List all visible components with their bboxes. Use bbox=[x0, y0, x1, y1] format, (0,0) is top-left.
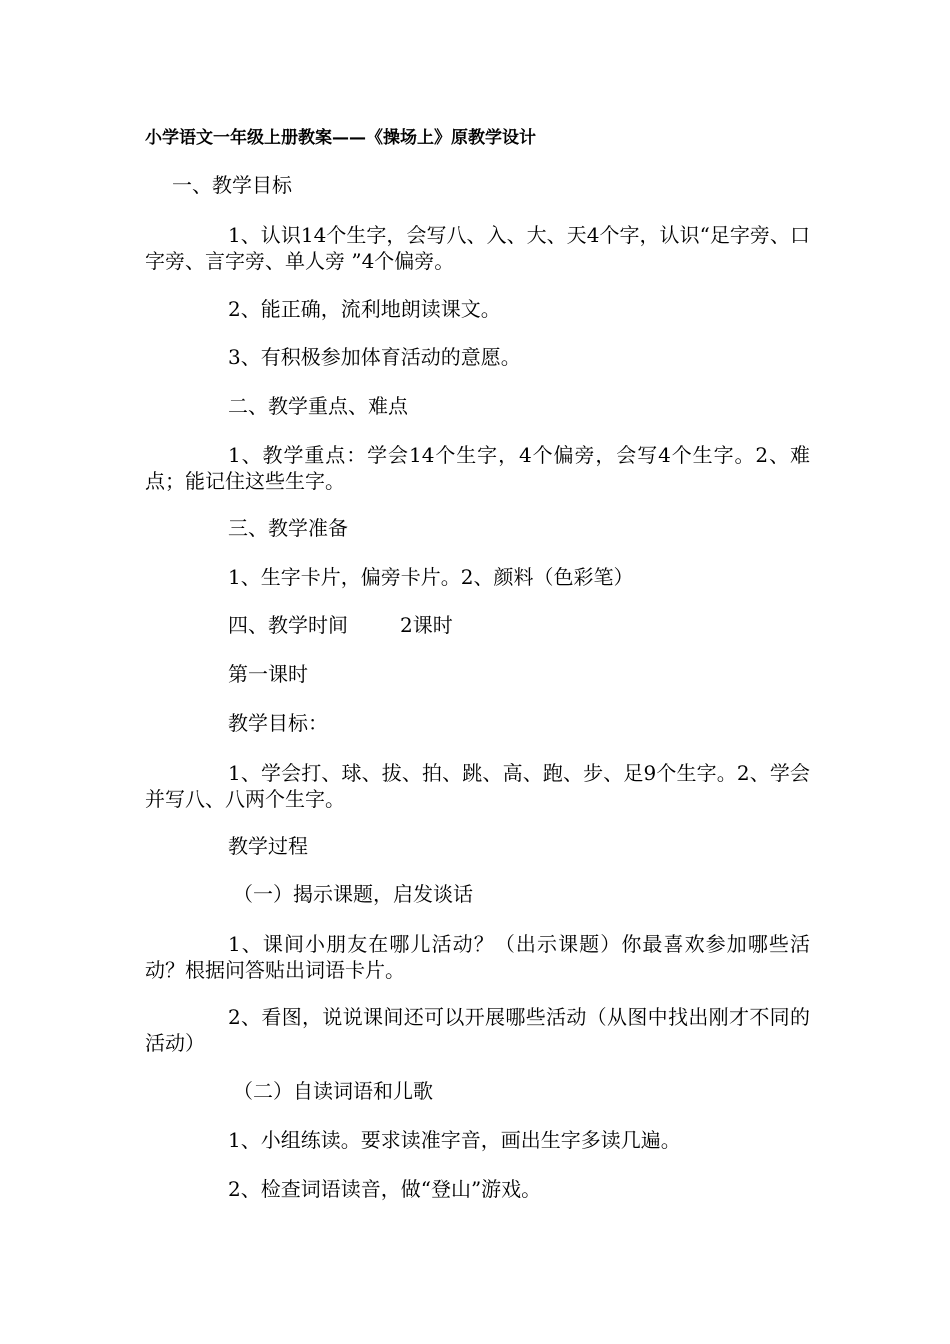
teaching-time-value: 2课时 bbox=[400, 613, 453, 637]
step-two-heading: （二）自读词语和儿歌 bbox=[233, 1079, 433, 1103]
step-one-item-2: 2、看图，说说课间还可以开展哪些活动（从图中找出刚才不同的活动） bbox=[145, 1005, 810, 1055]
step-one-item-1: 1、课间小朋友在哪儿活动？（出示课题）你最喜欢参加哪些活动？根据问答贴出词语卡片。 bbox=[145, 932, 810, 982]
lesson-one-goals-heading: 教学目标： bbox=[228, 711, 328, 735]
key-points-text: 1、教学重点：学会14个生字，4个偏旁，会写4个生字。2、难点；能记住这些生字。 bbox=[145, 443, 810, 493]
document-title: 小学语文一年级上册教案——《操场上》原教学设计 bbox=[145, 128, 536, 148]
teaching-time-line bbox=[228, 612, 453, 638]
preparation-text: 1、生字卡片，偏旁卡片。2、颜料（色彩笔） bbox=[228, 565, 634, 589]
section-heading-teaching-time: 四、教学时间 bbox=[228, 613, 348, 637]
section-heading-key-points: 二、教学重点、难点 bbox=[228, 394, 408, 418]
section-heading-preparation: 三、教学准备 bbox=[228, 516, 348, 540]
goal-item-2: 2、能正确，流利地朗读课文。 bbox=[228, 297, 501, 321]
step-two-item-2: 2、检查词语读音，做“登山”游戏。 bbox=[228, 1177, 542, 1201]
lesson-one-goal-text: 1、学会打、球、拔、拍、跳、高、跑、步、足9个生字。2、学会并写八、八两个生字。 bbox=[145, 761, 810, 811]
section-heading-teaching-goals: 一、教学目标 bbox=[172, 173, 292, 197]
goal-item-1: 1、认识14个生字，会写八、入、大、天4个字，认识“足字旁、口字旁、言字旁、单人旁 ”4个偏旁。 bbox=[145, 223, 810, 273]
lesson-one-heading: 第一课时 bbox=[228, 662, 308, 686]
step-one-heading: （一）揭示课题，启发谈话 bbox=[233, 882, 473, 906]
step-two-item-1: 1、小组练读。要求读准字音，画出生字多读几遍。 bbox=[228, 1128, 681, 1152]
teaching-process-heading: 教学过程 bbox=[228, 834, 308, 858]
goal-item-3: 3、有积极参加体育活动的意愿。 bbox=[228, 345, 521, 369]
